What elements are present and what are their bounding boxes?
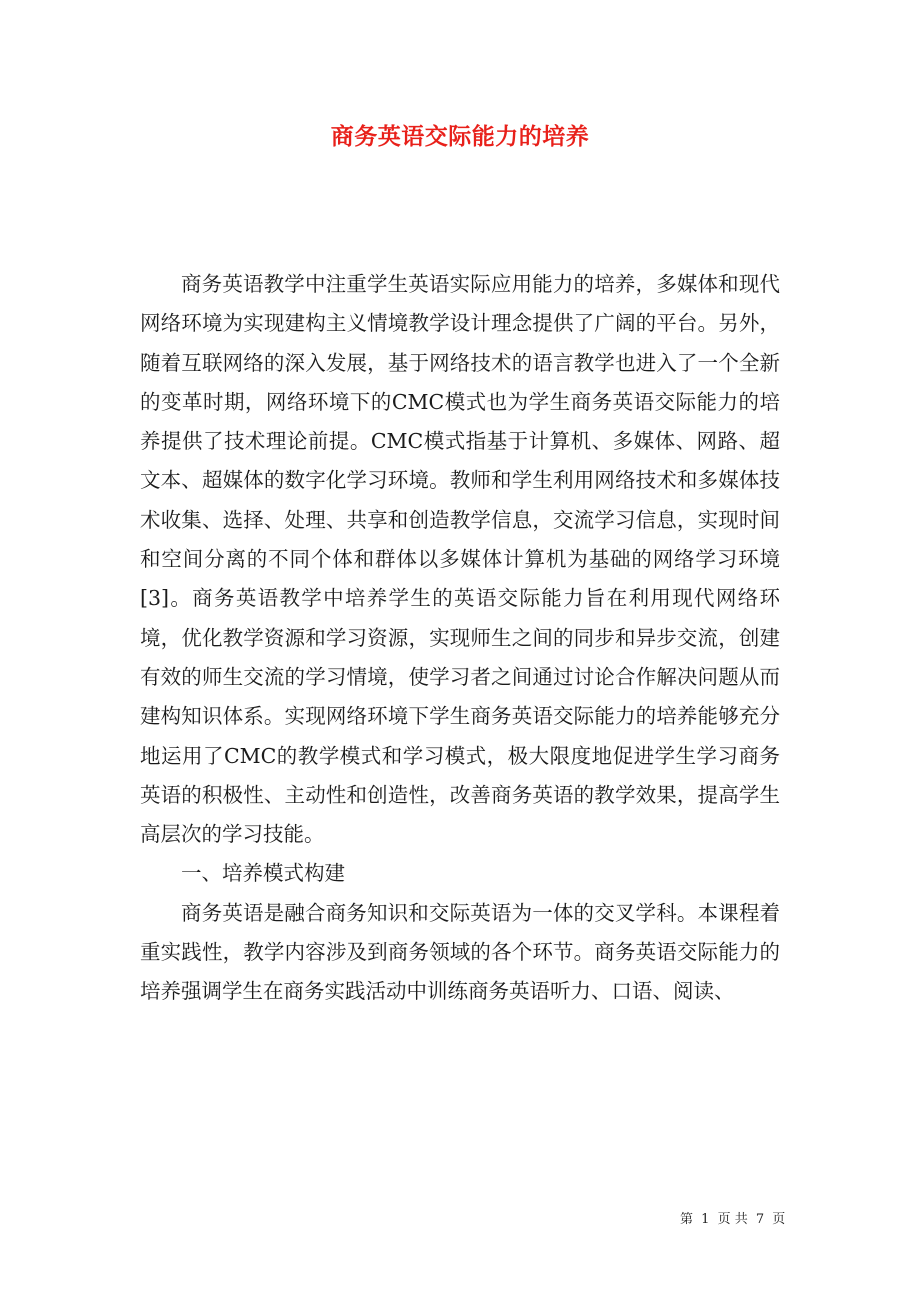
paragraph-section-1: 商务英语是融合商务知识和交际英语为一体的交叉学科。本课程着重实践性，教学内容涉及到商务领域的各个环节。商务英语交际能力的培养强调学生在商务实践活动中训练商务英语听力、口语、阅读、 — [140, 900, 780, 1004]
footer-page-number: 1 — [701, 1212, 710, 1227]
footer-suffix: 页 — [772, 1212, 786, 1227]
document-body — [140, 265, 780, 1012]
page-title: 商务英语交际能力的培养 — [330, 123, 590, 150]
footer-middle: 页 共 — [717, 1212, 748, 1227]
footer-total-pages: 7 — [755, 1212, 765, 1227]
footer-prefix: 第 — [680, 1212, 694, 1227]
section-heading: 一、培养模式构建 — [181, 861, 345, 886]
page-footer — [678, 1208, 787, 1227]
paragraph-intro: 商务英语教学中注重学生英语实际应用能力的培养，多媒体和现代网络环境为实现建构主义情境教学设计理念提供了广阔的平台。另外，随着互联网络的深入发展，基于网络技术的语言教学也进入了一个全新的变革时期，网络环境下的CMC模式也为学生商务英语交际能力的培养提供了技术理论前提。CMC模式指基于计算机、多媒体、网路、超文本、超媒体的数字化学习环境。教师和学生利用网络技术和多媒体技术收集、选择、处理、共享和创造教学信息，交流学习信息，实现时间和空间分离的不同个体和群体以多媒体计算机为基础的网络学习环境[3]。商务英语教学中培养学生的英语交际能力旨在利用现代网络环境，优化教学资源和学习资源，实现师生之间的同步和异步交流，创建有效的师生交流的学习情境，使学习者之间通过讨论合作解决问题从而建构知识体系。实现网络环境下学生商务英语交际能力的培养能够充分地运用了CMC的教学模式和学习模式，极大限度地促进学生学习商务英语的积极性、主动性和创造性，改善商务英语的教学效果，提高学生高层次的学习技能。 — [140, 272, 780, 847]
